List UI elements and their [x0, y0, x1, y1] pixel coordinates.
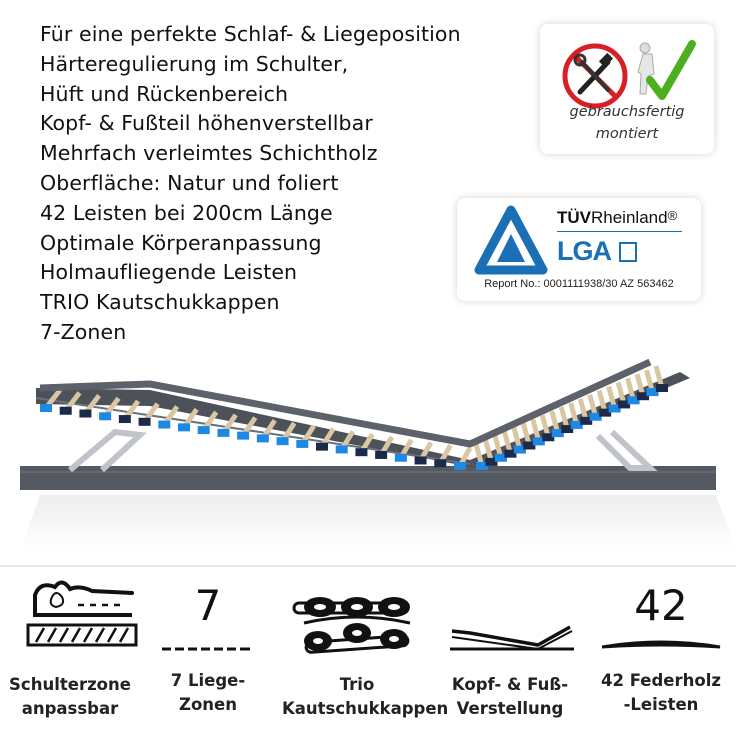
- slat-cap: [237, 432, 249, 440]
- feature-line: Hüft und Rückenbereich: [40, 81, 289, 106]
- slat-cap: [99, 412, 111, 420]
- lga-logo: LGA: [557, 236, 611, 266]
- slat-cap: [217, 429, 229, 437]
- tuv-brand: [557, 208, 677, 228]
- slats-number: 42: [634, 581, 688, 630]
- feature-line: Härteregulierung im Schulter,: [40, 51, 349, 76]
- slat-cap: [178, 423, 190, 431]
- lga-square-icon: [619, 242, 637, 262]
- feature-line: Holmaufliegende Leisten: [40, 260, 298, 285]
- checkmark-figure-icon: [638, 43, 692, 96]
- slat-cap: [316, 443, 328, 451]
- adjustable-frame-icon: [440, 567, 580, 659]
- slat-icon: [588, 567, 734, 659]
- no-tools-icon: [540, 24, 714, 114]
- feature-line: TRIO Kautschukkappen: [40, 290, 280, 315]
- slat-cap: [434, 459, 446, 467]
- assembled-line2: montiert: [595, 126, 659, 142]
- slat-cap: [119, 415, 131, 423]
- slat-cap: [375, 451, 387, 459]
- feature-line: Oberfläche: Natur und foliert: [40, 170, 339, 195]
- feature-seven-zones: [138, 567, 278, 717]
- tuv-brand-bold: TÜV: [557, 208, 591, 227]
- item-label: Kopf- & Fuß- Verstellung: [451, 675, 569, 718]
- feature-line: 7-Zonen: [40, 319, 127, 344]
- slat-cap: [355, 448, 367, 456]
- slat-cap: [198, 426, 210, 434]
- tuv-triangle-logo: [469, 204, 559, 284]
- feature-42-slats: [588, 567, 734, 717]
- slat-cap: [158, 421, 170, 429]
- item-label: 7 Liege- Zonen: [170, 671, 246, 714]
- item-label: 42 Federholz -Leisten: [601, 671, 721, 714]
- assembled-line1: gebrauchsfertig: [569, 104, 685, 120]
- slat-cap: [415, 456, 427, 464]
- slat-cap: [139, 418, 151, 426]
- feature-line: Für eine perfekte Schlaf- & Liegeposition: [40, 22, 461, 46]
- item-label: Trio Kautschukkappen: [282, 675, 449, 718]
- feature-line: Mehrfach verleimtes Schichtholz: [40, 141, 378, 166]
- tuv-brand-rest: Rheinland: [591, 208, 668, 227]
- slat-cap: [60, 407, 72, 415]
- slat-cap: [395, 454, 407, 462]
- slatted-frame-image: [0, 340, 736, 555]
- tuv-report-number: Report No.: 0001111938/30 AZ 563462: [484, 278, 674, 290]
- slat-cap: [277, 437, 289, 445]
- trio-caps-icon: [282, 567, 432, 659]
- slat-cap: [656, 384, 668, 392]
- tuv-divider: [557, 231, 682, 232]
- tuv-certificate-badge: [457, 198, 701, 301]
- feature-head-foot-adjust: [440, 567, 580, 721]
- mattress-zone-icon: [0, 567, 140, 659]
- slat-cap: [336, 445, 348, 453]
- feature-shoulder-zone: [0, 567, 140, 721]
- feature-trio-caps: [282, 567, 449, 721]
- slat-cap: [296, 440, 308, 448]
- assembled-badge: [540, 24, 714, 154]
- feature-line: Kopf- & Fußteil höhenverstellbar: [40, 111, 373, 136]
- feature-line: 42 Leisten bei 200cm Länge: [40, 200, 333, 225]
- feature-list: [40, 20, 520, 348]
- slat-cap: [454, 462, 466, 470]
- zones-number: 7: [194, 581, 222, 630]
- zones-dashes-icon: [138, 567, 278, 659]
- slat-cap: [257, 434, 269, 442]
- item-label: Schulterzone anpassbar: [9, 675, 131, 718]
- feature-line: Optimale Körperanpassung: [40, 230, 322, 255]
- slat-cap: [79, 410, 91, 418]
- slat-cap: [40, 404, 52, 412]
- bottom-feature-bar: [0, 565, 736, 738]
- registered-mark: ®: [667, 208, 678, 223]
